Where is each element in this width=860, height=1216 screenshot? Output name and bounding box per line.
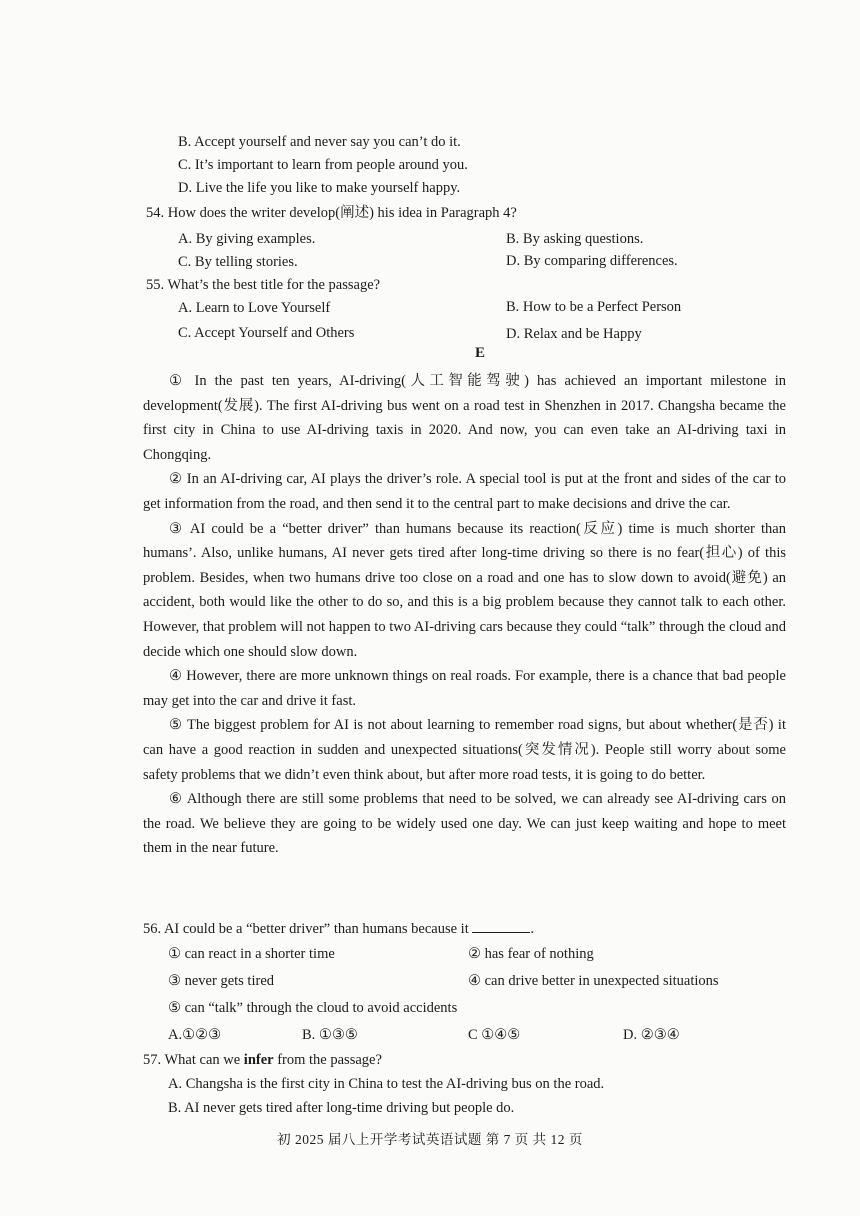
answer-blank	[472, 919, 530, 933]
q55-option-d: D. Relax and be Happy	[506, 326, 642, 342]
q57-stem-end: from the passage?	[273, 1052, 382, 1068]
q56-option-c: C ①④⑤	[468, 1027, 521, 1043]
q57-option-a: A. Changsha is the first city in China to test the AI-driving bus on the road.	[168, 1076, 605, 1092]
passage-e	[143, 369, 786, 861]
q54-option-a: A. By giving examples.	[178, 231, 316, 247]
q57-stem-emphasis: infer	[243, 1052, 274, 1068]
q55-option-c: C. Accept Yourself and Others	[178, 325, 355, 341]
q55-option-b: B. How to be a Perfect Person	[506, 299, 682, 315]
q57-stem	[143, 1050, 382, 1070]
q56-stem-text: 56. AI could be a “better driver” than humans because it	[143, 921, 469, 937]
q56-stem-end: .	[530, 921, 534, 937]
q56-statement-4: ④ can drive better in unexpected situations	[468, 973, 719, 989]
paragraph-2: ② In an AI-driving car, AI plays the driver’s role. A special tool is put at the front and sides of the car to get information from the road, and then send it to the central part to make decisions and drive the car.	[143, 471, 786, 512]
q56-statement-2: ② has fear of nothing	[468, 946, 594, 962]
page-footer: 初 2025 届八上开学考试英语试题 第 7 页 共 12 页	[277, 1132, 583, 1147]
q54-stem: 54. How does the writer develop(阐述) his idea in Paragraph 4?	[146, 205, 517, 221]
q56-statement-5: ⑤ can “talk” through the cloud to avoid accidents	[168, 1000, 458, 1016]
q56-statement-1: ① can react in a shorter time	[168, 946, 335, 962]
paragraph-3: ③ AI could be a “better driver” than humans because its reaction(反应) time is much shorter than humans’. Also, unlike humans, AI never gets tired after long-time driving so there is no fear(担心) of this problem. Besides, when two humans drive too close on a road and one has to slow down to avoid(避免) an accident, both would like the other to do so, and this is a big problem because they cannot talk to each other. However, that problem will not happen to two AI-driving cars because they could “talk” through the cloud and decide which one should slow down.	[143, 520, 786, 660]
q54-option-b: B. By asking questions.	[506, 231, 644, 247]
q56-stem	[143, 919, 534, 939]
paragraph-6: ⑥ Although there are still some problems that need to be solved, we can already see AI-driving cars on the road. We believe they are going to be widely used one day. We can just keep waiting and hope to meet them in the near future.	[143, 791, 786, 857]
q54-option-c: C. By telling stories.	[178, 254, 298, 270]
paragraph-4: ④ However, there are more unknown things on real roads. For example, there is a chance that bad people may get into the car and drive it fast.	[143, 668, 786, 709]
q56-statement-3: ③ never gets tired	[168, 973, 275, 989]
q57-stem-text: 57. What can we	[143, 1052, 244, 1068]
q55-option-a: A. Learn to Love Yourself	[178, 300, 331, 316]
section-heading-e: E	[475, 345, 486, 361]
q56-option-b: B. ①③⑤	[302, 1027, 358, 1043]
paragraph-5: ⑤ The biggest problem for AI is not about learning to remember road signs, but about whether(是否) it can have a good reaction in sudden and unexpected situations(突发情况). People still worry about some safety problems that we didn’t even think about, but after more road tests, it is going to do better.	[143, 717, 786, 783]
q53-option-c: C. It’s important to learn from people around you.	[178, 157, 468, 173]
paragraph-1: ① In the past ten years, AI-driving(人工智能驾驶) has achieved an important milestone in development(发展). The first AI-driving bus went on a road test in Shenzhen in 2017. Changsha became the first city in China to use AI-driving taxis in 2020. And now, you can even take an AI-driving taxi in Chongqing.	[143, 373, 786, 463]
q54-option-d: D. By comparing differences.	[506, 253, 678, 269]
q53-option-b: B. Accept yourself and never say you can’t do it.	[178, 134, 461, 150]
q55-stem: 55. What’s the best title for the passage?	[146, 277, 381, 293]
q57-option-b: B. AI never gets tired after long-time driving but people do.	[168, 1100, 515, 1116]
q56-option-d: D. ②③④	[623, 1027, 680, 1043]
q53-option-d: D. Live the life you like to make yourself happy.	[178, 180, 461, 196]
q56-option-a: A.①②③	[168, 1027, 222, 1043]
